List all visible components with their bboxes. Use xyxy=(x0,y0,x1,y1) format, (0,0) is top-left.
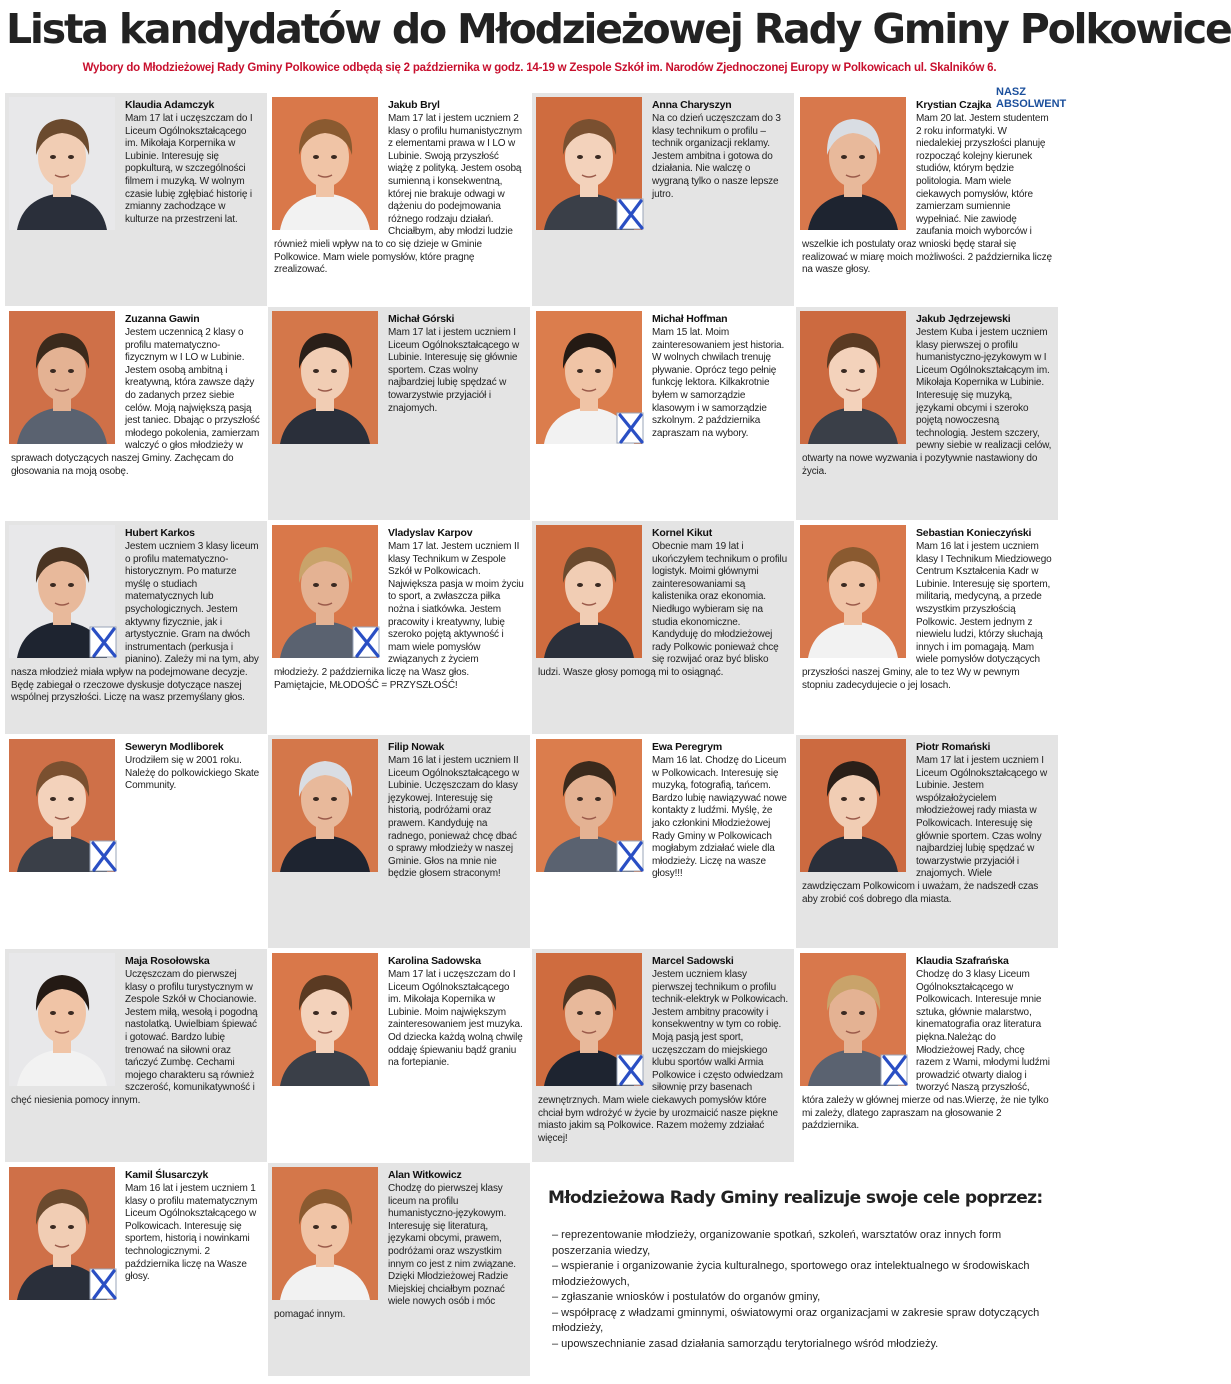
candidate-description: Mam 17 lat i jestem uczniem 2 klasy o profilu humanistycznym z elementami prawa w I LO w Lubinie. Swoją przyszłość wiążę z polityką. Jestem osobą sumienną i konsekwentną, której nie brakuje odwagi w dążeniu do podejmowania różnego rodzaju działań. Chciałbym, aby młodzi ludzie również mieli wpływ na to co się dzieje w Gminie Polkowice. Mam wiele pomysłów, które pragnę zrealizować. xyxy=(274,113,522,276)
candidate-name: Filip Nowak xyxy=(388,741,445,753)
candidate-name: Karolina Sadowska xyxy=(388,955,481,967)
candidate-name: Klaudia Adamczyk xyxy=(125,99,215,111)
alumni-badge xyxy=(996,86,1066,110)
candidate-name: Marcel Sadowski xyxy=(652,955,734,967)
candidate-card xyxy=(268,1163,530,1376)
candidate-card xyxy=(796,307,1058,520)
alumni-badge-line2: ABSOLWENT xyxy=(996,98,1067,110)
vote-x-mark-icon xyxy=(616,197,646,231)
candidate-name: Anna Charyszyn xyxy=(652,99,732,111)
candidate-description: Mam 15 lat. Moim zainteresowaniem jest historia. W wolnych chwilach trenuję pływanie. Oprócz tego pełnię funkcję lektora. Kilkakrotnie byłem w samorządzie klasowym i w samorządzie szkolnym. 2 października zapraszam na wybory. xyxy=(652,327,785,439)
candidate-name: Maja Rosołowska xyxy=(125,955,210,967)
candidate-card xyxy=(532,735,794,948)
candidate-card xyxy=(796,949,1058,1162)
candidate-name: Jakub Bryl xyxy=(388,99,440,111)
council-goals-box xyxy=(530,1170,1059,1384)
candidate-card xyxy=(532,307,794,520)
candidate-card xyxy=(5,521,267,734)
candidate-card xyxy=(796,521,1058,734)
alumni-badge-line1: NASZ xyxy=(996,86,1026,98)
candidate-description: Chodzę do 3 klasy Liceum Ogólnokształcącego w Polkowicach. Interesuje mnie sztuka, głównie malarstwo, kinematografia oraz literatura piękna.Należąc do Młodzieżowej Rady, chcę razem z Wami, młodymi ludźmi prowadzić otwarty dialog i tworzyć Naszą przyszłość, która zależy w głównej mierze od nas.Wierzę, że nie tylko mi zależy, dlatego zapraszam na głosowanie 2 października. xyxy=(802,969,1050,1132)
candidate-name: Vladyslav Karpov xyxy=(388,527,473,539)
candidate-name: Kamil Ślusarczyk xyxy=(125,1169,209,1181)
candidate-description: Mam 16 lat i jestem uczniem klasy I Technikum Miedziowego Centrum Kształcenia Kadr w Lubinie. Interesuję się sportem, militarią, medycyną, a przede wszystkim przyszłością Polkowic. Jestem jednym z niewielu ludzi, którzy słuchają innych i im pomagają. Mam wiele pomysłów dotyczących przyszłości naszej Gminy, ale to tez Wy w pewnym stopniu zadecydujecie o jej losach. xyxy=(802,541,1052,691)
candidate-description: Mam 17 lat i uczęszczam do I Liceum Ogólnokształcącego im. Mikołaja Korpernika w Lubinie. Interesuję się popkulturą, w szczególności filmem i muzyką. W wolnym czasie lubię zgłębiać historię i zmianny zachodzące w kulturze na przestrzeni lat. xyxy=(125,113,253,225)
candidate-name: Ewa Peregrym xyxy=(652,741,722,753)
list-item: – zgłaszanie wniosków i postulatów do organów gminy, xyxy=(552,1291,821,1303)
candidate-description: Mam 16 lat. Chodzę do Liceum w Polkowicach. Interesuję się muzyką, fotografią, tańcem. Bardzo lubię nawiązywać nowe kontakty z ludźmi. Myślę, że jako członkini Młodzieżowej Rady Gminy w Polkowicach mogłabym zdziałać wiele dla młodzieży. Liczę na wasze głosy!!! xyxy=(652,755,787,880)
candidate-description: Jestem uczniem klasy pierwszej technikum o profilu technik-elektryk w Polkowicach. Jestem ambitny pracowity i konsekwentny w tym co robię. Moją pasją jest sport, uczęszczam do miejskiego klubu sportów walki Armia Polkowice i często odwiedzam siłownię przy basenach zewnętrznych. Mam wiele ciekawych pomysłów które chciał bym wdrożyć w życie by urozmaicić nasze piękne miasto jakim są Polkowice. Razem możemy zdziałać więcej! xyxy=(538,969,788,1144)
vote-x-mark-icon xyxy=(89,1267,119,1301)
candidate-name: Jakub Jędrzejewski xyxy=(916,313,1011,325)
list-item: – upowszechnianie zasad działania samorządu terytorialnego wśród młodzieży. xyxy=(552,1337,939,1350)
list-item: – reprezentowanie młodzieży, organizowanie spotkań, szkoleń, warsztatów oraz innych form poszerzania wiedzy, xyxy=(552,1229,1002,1257)
election-info-subtitle: Wybory do Młodzieżowej Rady Gminy Polkowice odbędą się 2 października w godz. 14-19 w Zespole Szkół im. Narodów Zjednoczonej Europy w Polkowicach ul. Skalników 6. xyxy=(82,62,997,74)
candidate-card xyxy=(5,1163,267,1376)
candidate-card xyxy=(268,93,530,306)
vote-x-mark-icon xyxy=(616,1053,646,1087)
candidate-card xyxy=(532,521,794,734)
candidate-card xyxy=(5,307,267,520)
candidate-name: Seweryn Modliborek xyxy=(125,741,224,753)
candidate-card xyxy=(268,735,530,948)
candidate-description: Obecnie mam 19 lat i ukończyłem technikum o profilu logistyk. Moimi głównymi zainteresowaniami są kalistenika oraz ekonomia. Niedługo wybieram się na studia ekonomiczne. Kandyduję do młodzieżowej rady Polkowic ponieważ chcę się rozwijać oraz być blisko ludzi. Wasze głosy pomogą mi to osiągnąć. xyxy=(538,541,788,678)
candidate-name: Michał Hoffman xyxy=(652,313,728,325)
candidate-description: Jestem uczennicą 2 klasy o profilu matematyczno-fizycznym w I LO w Lubinie. Jestem osobą ambitną i kreatywną, która zawsze dąży do zadanych przez siebie celów. Moją największą pasją jest taniec. Dbając o przyszłość młodego pokolenia, zamierzam walczyć o głos młodzieży w sprawach dotyczących naszej Gminy. Zachęcam do głosowania na moją osobę. xyxy=(11,327,260,477)
candidate-description: Mam 17 lat. Jestem uczniem II klasy Technikum w Zespole Szkół w Polkowicach. Największa pasja w moim życiu to sport, a zwłaszcza piłka nożna i siatkówka. Jestem pracowity i kreatywny, lubię szeroko pojętą aktywność i mam wiele pomysłów związanych z życiem młodzieży. 2 października liczę na Wasz głos. Pamiętajcie, MŁODOŚĆ = PRZYSZŁOŚĆ! xyxy=(274,541,524,691)
vote-x-mark-icon xyxy=(352,625,382,659)
candidate-name: Michał Górski xyxy=(388,313,455,325)
candidate-card xyxy=(532,949,794,1162)
candidate-card xyxy=(268,307,530,520)
candidate-name: Klaudia Szafrańska xyxy=(916,955,1009,967)
candidate-card xyxy=(268,521,530,734)
candidate-card xyxy=(5,949,267,1162)
council-goals-heading: Młodzieżowa Rady Gminy realizuje swoje cele poprzez: xyxy=(548,1188,1043,1208)
vote-x-mark-icon xyxy=(616,411,646,445)
candidate-card xyxy=(796,93,1058,306)
candidate-name: Zuzanna Gawin xyxy=(125,313,200,325)
candidate-description: Mam 20 lat. Jestem studentem 2 roku informatyki. W niedalekiej przyszłości planuję rozpocząć kolejny kierunek studiów, którym będzie politologia. Mam wiele ciekawych pomysłów, które zamierzam sumiennie wypełniać. Nie zawiodę zaufania moich wyborców i wszelkie ich postulaty oraz wnioski będę starał się realizować w miarę moich możliwości. 2 października liczę na wasze głosy. xyxy=(802,113,1052,276)
candidate-description: Na co dzień uczęszczam do 3 klasy technikum o profilu – technik organizacji reklamy. Jestem ambitna i gotowa do działania. Nie walczę o wygraną tylko o nasze lepsze jutro. xyxy=(652,113,781,200)
candidate-description: Jestem Kuba i jestem uczniem klasy pierwszej o profilu humanistyczno-językowym w I Liceum Ogólnokształcącym im. Mikołaja Kopernika w Lubinie. Interesuję się muzyką, językami obcymi i szeroko pojętą nowoczesną technologią. Jestem szczery, pewny siebie w realizacji celów, otwarty na nowe wyzwania i pozytywnie nastawiony do życia. xyxy=(802,327,1052,477)
council-goals-list xyxy=(552,1228,1057,1352)
candidate-card xyxy=(532,93,794,306)
vote-x-mark-icon xyxy=(89,625,119,659)
candidate-card xyxy=(5,93,267,306)
candidate-name: Sebastian Konieczyński xyxy=(916,527,1032,539)
candidate-description: Mam 16 lat i jestem uczniem 1 klasy o profilu matematycznym Liceum Ogólnokształcącego w Polkowicach. Interesuję się sportem, historią i nowinkami technologicznymi. 2 października liczę na Wasze głosy. xyxy=(125,1183,258,1283)
candidate-description: Mam 17 lat i uczęszczam do I Liceum Ogólnokształcącego im. Mikołaja Kopernika w Lubinie. Moim największym zainteresowaniem jest muzyka. Od dziecka każdą wolną chwilę oddaję śpiewaniu bądź graniu na fortepianie. xyxy=(388,969,523,1069)
vote-x-mark-icon xyxy=(616,839,646,873)
candidate-name: Krystian Czajka xyxy=(916,99,992,111)
candidate-description: Urodziłem się w 2001 roku. Należę do polkowickiego Skate Community. xyxy=(125,755,260,792)
candidate-name: Piotr Romański xyxy=(916,741,991,753)
candidate-card xyxy=(268,949,530,1162)
candidate-description: Jestem uczniem 3 klasy liceum o profilu matematyczno-historycznym. Po maturze myślę o studiach matematycznych lub psychologicznych. Jestem aktywny fizycznie, jak i artystycznie. Gram na dwóch instrumentach (perkusja i pianino). Zależy mi na tym, aby nasza młodzież miała wpływ na podejmowane decyzje. Będę zabiegał o rzeczowe dyskusje dotyczące naszej wspólnej przyszłości. Liczę na wasz przemyślany głos. xyxy=(11,541,259,704)
candidate-description: Uczęszczam do pierwszej klasy o profilu turystycznym w Zespole Szkół w Chocianowie. Jestem miłą, wesołą i pogodną nastolatką. Uwielbiam śpiewać i gotować. Bardzo lubię trenować na siłowni oraz tańczyć Zumbę. Cechami mojego charakteru są również szczerość, komunikatywność i chęć niesienia pomocy innym. xyxy=(11,969,258,1106)
candidate-card xyxy=(5,735,267,948)
list-item: – wspieranie i organizowanie życia kulturalnego, sportowego oraz intelektualnego w środowiskach młodzieżowych, xyxy=(552,1260,1030,1288)
candidate-name: Hubert Karkos xyxy=(125,527,195,539)
candidate-description: Mam 16 lat i jestem uczniem II Liceum Ogólnokształcącego w Lubinie. Uczęszczam do klasy językowej. Interesuję się historią, podróżami oraz prawem. Kandyduję na radnego, ponieważ chcę dbać o sprawy młodzieży w naszej Gminie. Głos na mnie nie będzie głosem straconym! xyxy=(388,755,520,880)
candidate-name: Kornel Kikut xyxy=(652,527,713,539)
candidate-description: Mam 17 lat i jestem uczniem I Liceum Ogólnokształcącego w Lubinie. Jestem współzałożycielem młodzieżowej rady miasta w Polkowicach. Interesuję się głównie sportem. Czas wolny najbardziej lubię spędzać w towarzystwie przyjaciół i znajomych. Wiele zawdzięczam Polkowicom i uważam, że nadszedł czas aby zrobić coś dobrego dla miasta. xyxy=(802,755,1048,905)
candidate-name: Alan Witkowicz xyxy=(388,1169,462,1181)
candidate-description: Mam 17 lat i jestem uczniem I Liceum Ogólnokształcącego w Lubinie. Interesuję się głównie sportem. Czas wolny najbardziej lubię spędzać w towarzystwie przyjaciół i znajomych. xyxy=(388,327,520,414)
vote-x-mark-icon xyxy=(880,1053,910,1087)
list-item: – współpracę z władzami gminnymi, oświatowymi oraz organizacjami w zakresie spraw dotyczących młodzieży, xyxy=(552,1306,1040,1334)
candidate-card xyxy=(796,735,1058,948)
candidate-description: Chodzę do pierwszej klasy liceum na profilu humanistyczno-językowym. Interesuję się literaturą, językami obcymi, prawem, podróżami oraz wszystkim innym co jest z nim związane. Dzięki Młodzieżowej Radzie Miejskiej chciałbym poznać wiele nowych osób i móc pomagać innym. xyxy=(274,1183,516,1320)
page-title: Lista kandydatów do Młodzieżowej Rady Gminy Polkowice xyxy=(6,5,1231,53)
vote-x-mark-icon xyxy=(89,839,119,873)
